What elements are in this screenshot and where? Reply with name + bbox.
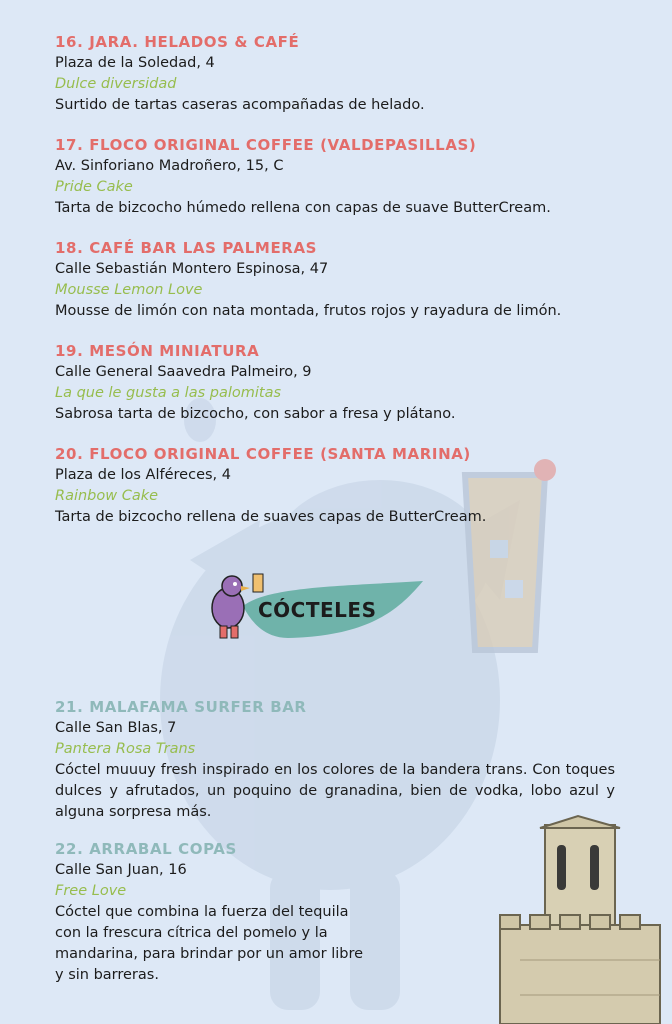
product-description: Cóctel muuuy fresh inspirado en los colores de la bandera trans. Con toques dulces y afrutados, un poquino de granadina, bien de vodka, lobo azul y alguna sorpresa más. [55, 762, 615, 820]
list-item [55, 444, 615, 528]
product-description: Cóctel que combina la fuerza del tequila con la frescura cítrica del pomelo y la mandarina, para brindar por un amor libre y sin barreras. [55, 904, 364, 983]
venue-address: Calle San Juan, 16 [55, 862, 187, 878]
list-item [55, 135, 615, 219]
venue-title: 21. MALAFAMA SURFER BAR [55, 698, 307, 716]
venue-title: 20. FLOCO ORIGINAL COFFEE (SANTA MARINA) [55, 445, 471, 463]
venue-address: Calle San Blas, 7 [55, 720, 177, 736]
product-name: Rainbow Cake [55, 488, 159, 504]
venue-title: 22. ARRABAL COPAS [55, 840, 237, 858]
product-description: Tarta de bizcocho húmedo rellena con capas de suave ButterCream. [55, 200, 551, 216]
section-spacer [55, 547, 615, 697]
content [55, 32, 615, 1002]
product-description: Mousse de limón con nata montada, frutos rojos y rayadura de limón. [55, 303, 562, 319]
section-title-cocteles: CÓCTELES [258, 598, 377, 622]
venue-address: Calle Sebastián Montero Espinosa, 47 [55, 261, 329, 277]
list-item [55, 32, 615, 116]
venue-address: Plaza de los Alféreces, 4 [55, 467, 231, 483]
product-description: Surtido de tartas caseras acompañadas de helado. [55, 97, 425, 113]
venue-address: Calle General Saavedra Palmeiro, 9 [55, 364, 312, 380]
product-name: Mousse Lemon Love [55, 282, 203, 298]
product-name: Dulce diversidad [55, 76, 177, 92]
product-name: La que le gusta a las palomitas [55, 385, 282, 401]
venue-address: Av. Sinforiano Madroñero, 15, C [55, 158, 284, 174]
venue-address: Plaza de la Soledad, 4 [55, 55, 215, 71]
venue-title: 19. MESÓN MINIATURA [55, 342, 260, 360]
product-description: Tarta de bizcocho rellena de suaves capas de ButterCream. [55, 509, 487, 525]
product-name: Pantera Rosa Trans [55, 741, 196, 757]
venue-title: 18. CAFÉ BAR LAS PALMERAS [55, 239, 318, 257]
product-description: Sabrosa tarta de bizcocho, con sabor a fresa y plátano. [55, 406, 456, 422]
product-name: Pride Cake [55, 179, 133, 195]
list-item [55, 697, 615, 823]
list-item [55, 839, 615, 986]
venue-title: 16. JARA. HELADOS & CAFÉ [55, 33, 300, 51]
list-item [55, 341, 615, 425]
list-item [55, 238, 615, 322]
product-name: Free Love [55, 883, 127, 899]
venue-title: 17. FLOCO ORIGINAL COFFEE (VALDEPASILLAS) [55, 136, 477, 154]
